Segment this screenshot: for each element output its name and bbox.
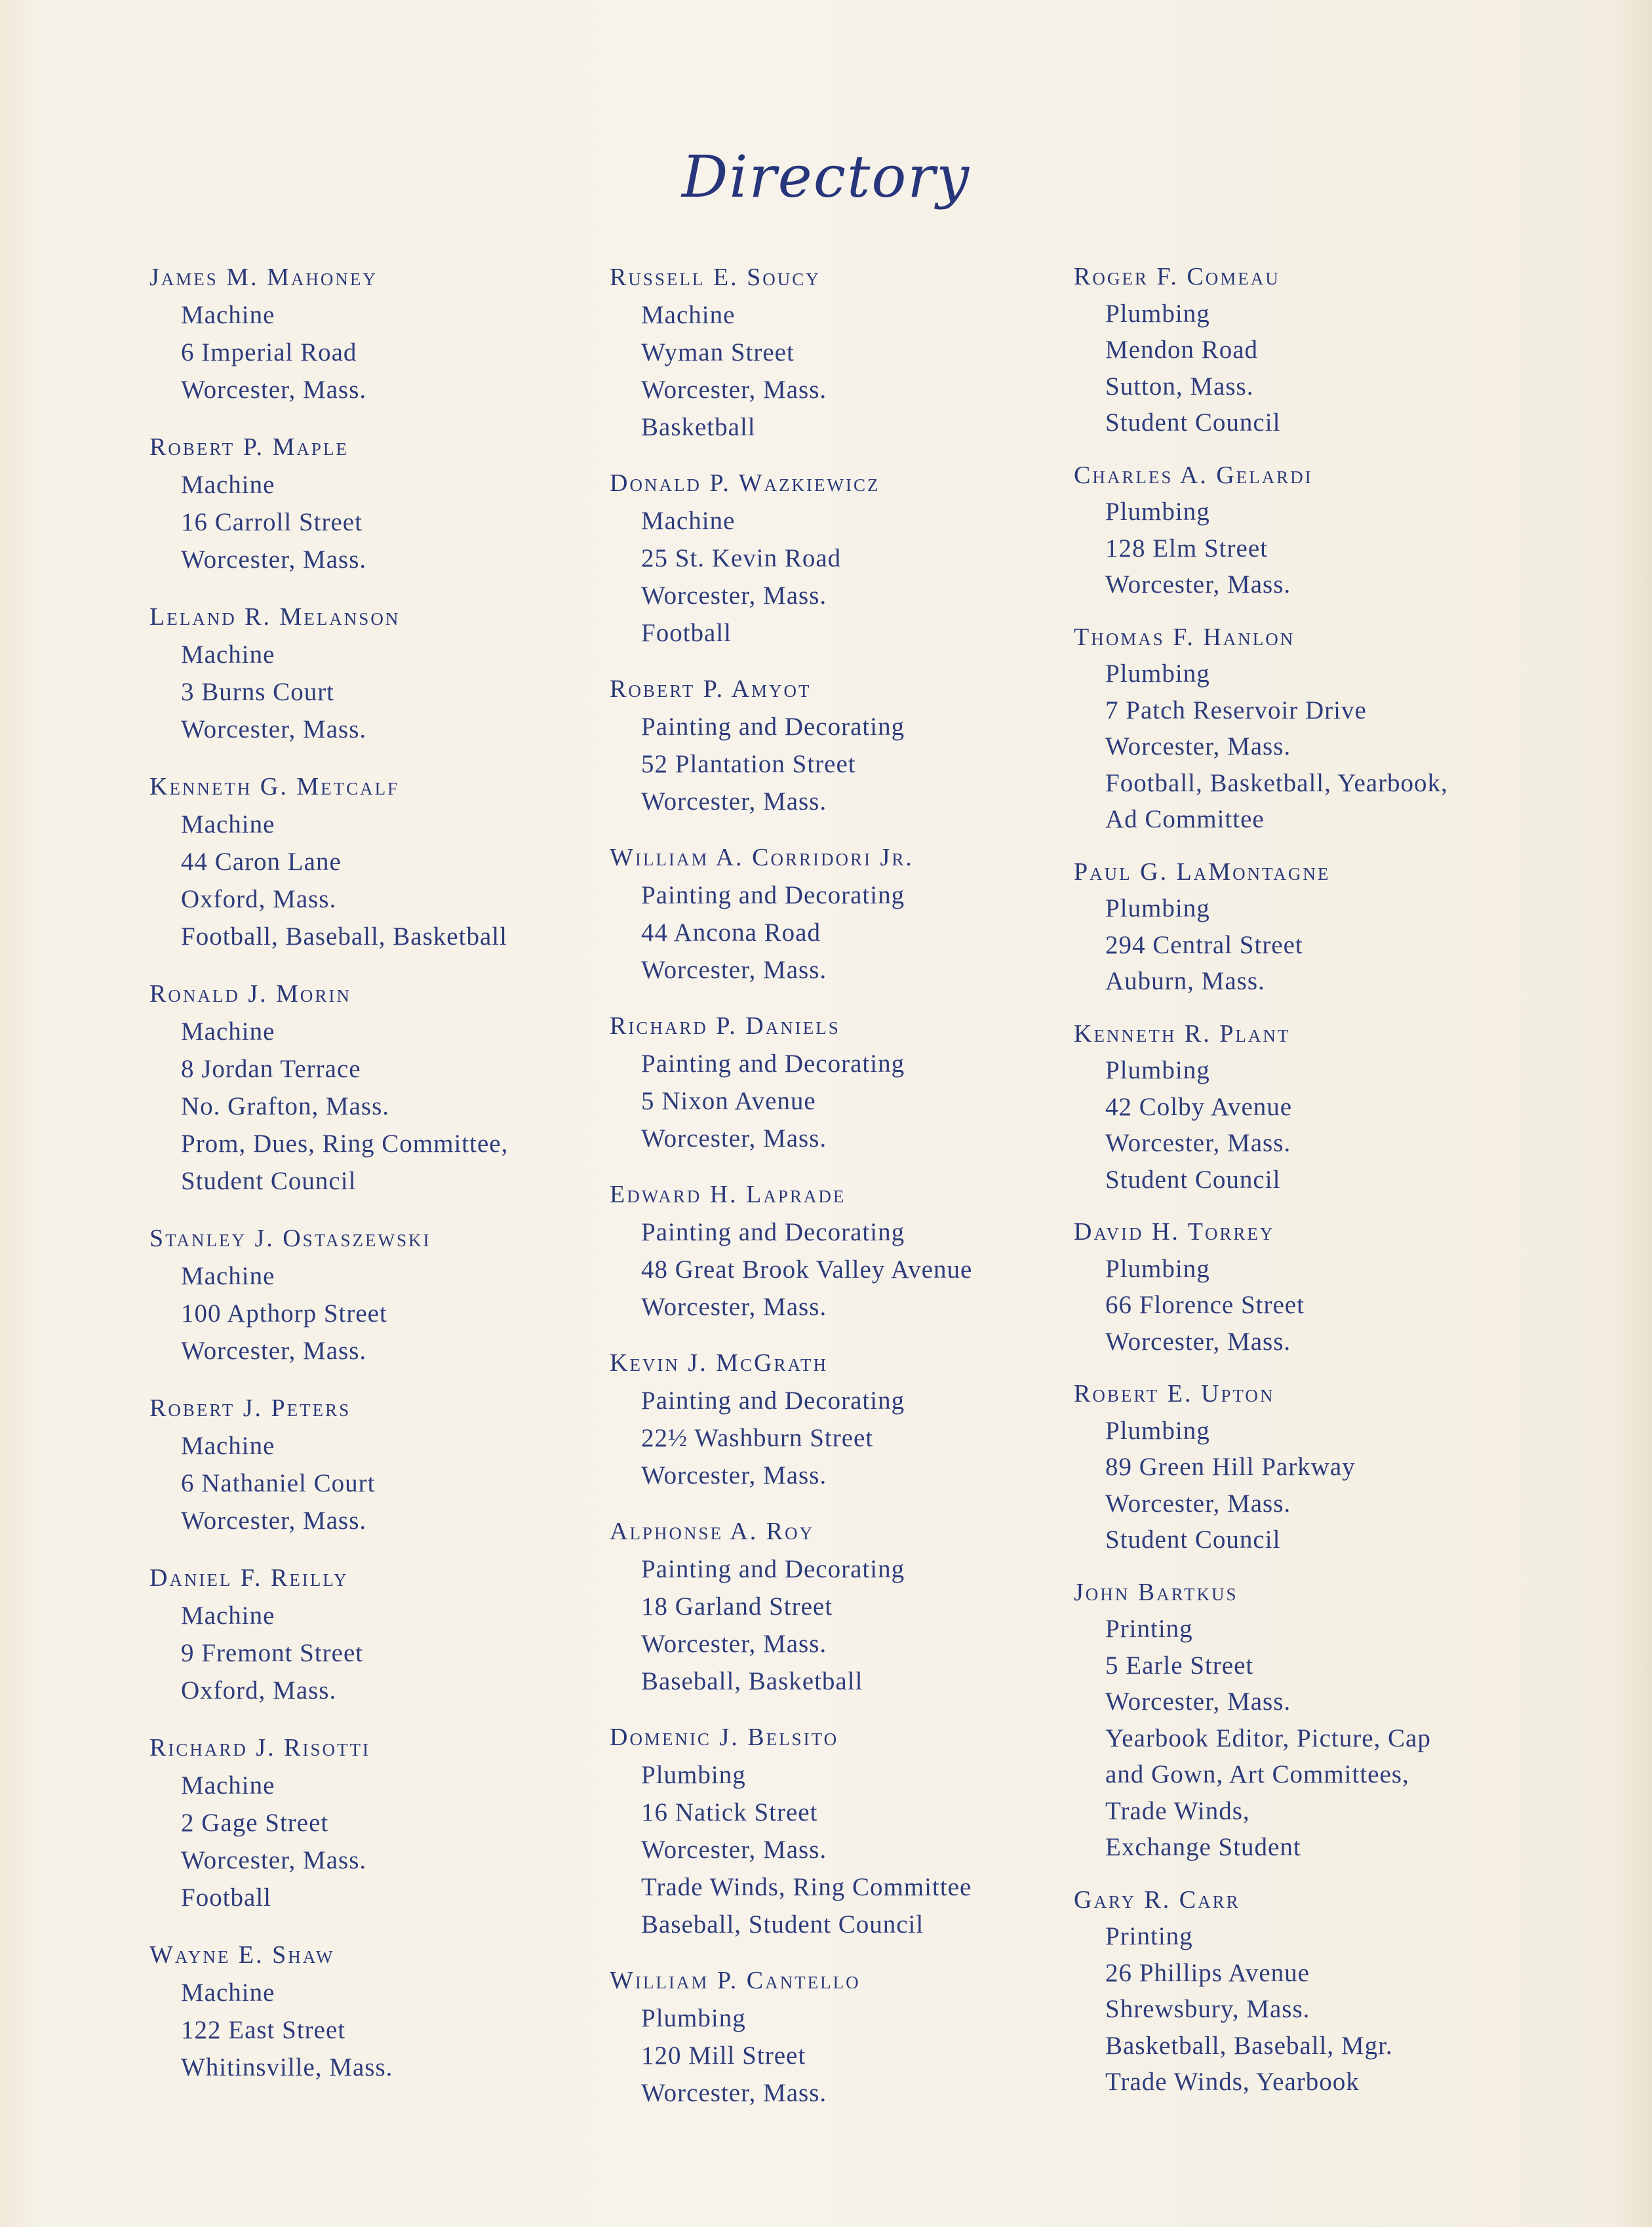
directory-entry [1074, 1575, 1546, 1866]
entry-detail-line: Machine [181, 1432, 275, 1460]
student-name: Kenneth G. Metcalf [149, 773, 400, 800]
entry-detail-line: Oxford, Mass. [181, 1676, 337, 1705]
student-name: Alphonse A. Roy [610, 1518, 815, 1545]
directory-entry [610, 1719, 1082, 1943]
directory-entry [610, 671, 1082, 820]
entry-detail-line: Prom, Dues, Ring Committee, [181, 1130, 509, 1158]
entry-detail-line: Machine [181, 1771, 275, 1800]
directory-entry [1074, 1882, 1546, 2100]
entry-detail-line: Worcester, Mass. [641, 787, 827, 816]
entry-detail-line: Machine [181, 641, 275, 669]
directory-entry [149, 599, 621, 748]
entry-detail-line: 9 Fremont Street [181, 1639, 364, 1667]
entry-detail-line: Sutton, Mass. [1105, 372, 1254, 401]
entry-detail-line: 89 Green Hill Parkway [1105, 1453, 1356, 1481]
entry-detail-line: Football, Baseball, Basketball [181, 922, 507, 951]
directory-column-2 [610, 259, 1082, 2131]
directory-column-1 [149, 259, 621, 2106]
entry-detail-line: Wyman Street [641, 338, 795, 366]
entry-detail-line: 5 Earle Street [1105, 1651, 1254, 1680]
entry-detail-line: 16 Carroll Street [181, 508, 363, 536]
student-name: Thomas F. Hanlon [1074, 623, 1295, 651]
entry-detail-line: 22½ Washburn Street [641, 1424, 874, 1452]
entry-detail-line: Student Council [1105, 408, 1281, 437]
entry-detail-line: Worcester, Mass. [181, 1846, 367, 1874]
entry-detail-line: 66 Florence Street [1105, 1291, 1305, 1319]
directory-entry [610, 1176, 1082, 1326]
directory-entry [610, 259, 1082, 446]
directory-entry [610, 1008, 1082, 1157]
entry-detail-line: Worcester, Mass. [181, 376, 367, 404]
student-name: Kenneth R. Plant [1074, 1019, 1291, 1048]
entry-detail-line: Football [181, 1883, 272, 1912]
entry-detail-line: Printing [1105, 1615, 1193, 1643]
entry-detail-line: Mendon Road [1105, 336, 1259, 364]
student-name: Leland R. Melanson [149, 603, 401, 631]
directory-entry [149, 1390, 621, 1539]
entry-detail-line: Worcester, Mass. [1105, 1129, 1291, 1157]
entry-detail-line: Machine [181, 810, 275, 838]
entry-detail-line: Painting and Decorating [641, 713, 905, 741]
directory-entry [149, 768, 621, 955]
directory-entry [1074, 854, 1546, 1000]
entry-detail-line: Plumbing [1105, 1416, 1210, 1445]
entry-detail-line: 16 Natick Street [641, 1798, 818, 1826]
directory-column-3 [1074, 259, 1546, 2117]
student-name: William A. Corridori Jr. [610, 844, 914, 871]
student-name: Robert J. Peters [149, 1394, 351, 1422]
entry-detail-line: 2 Gage Street [181, 1809, 329, 1837]
student-name: Paul G. LaMontagne [1074, 857, 1331, 886]
entry-detail-line: Painting and Decorating [641, 1050, 905, 1078]
student-name: Wayne E. Shaw [149, 1941, 335, 1969]
entry-detail-line: Machine [181, 1262, 275, 1290]
directory-entry [149, 976, 621, 1200]
student-name: Richard P. Daniels [610, 1012, 840, 1040]
entry-detail-line: Shrewsbury, Mass. [1105, 1995, 1310, 2023]
entry-detail-line: Worcester, Mass. [641, 956, 827, 984]
student-name: Robert E. Upton [1074, 1380, 1275, 1408]
entry-detail-line: Oxford, Mass. [181, 885, 337, 913]
entry-detail-line: Plumbing [1105, 660, 1210, 688]
directory-entry [1074, 458, 1546, 603]
directory-entry [1074, 1016, 1546, 1198]
entry-detail-line: Machine [181, 1017, 275, 1046]
entry-detail-line: Exchange Student [1105, 1833, 1301, 1861]
entry-detail-line: Plumbing [641, 2004, 746, 2032]
entry-detail-line: Machine [181, 1979, 275, 2007]
entry-detail-line: Worcester, Mass. [1105, 1489, 1291, 1518]
directory-entry [149, 1220, 621, 1370]
student-name: Edward H. Laprade [610, 1181, 846, 1208]
directory-entry [610, 1962, 1082, 2112]
student-name: Kevin J. McGrath [610, 1349, 828, 1377]
student-name: Stanley J. Ostaszewski [149, 1225, 431, 1252]
entry-detail-line: Worcester, Mass. [181, 715, 367, 743]
student-name: James M. Mahoney [149, 264, 378, 291]
entry-detail-line: Worcester, Mass. [1105, 570, 1291, 599]
directory-entry [149, 1729, 621, 1916]
entry-detail-line: Worcester, Mass. [1105, 732, 1291, 760]
student-name: Roger F. Comeau [1074, 263, 1280, 290]
entry-detail-line: 7 Patch Reservoir Drive [1105, 696, 1367, 724]
page-title: Directory [681, 143, 971, 210]
entry-detail-line: Machine [641, 301, 736, 329]
directory-entry [610, 1345, 1082, 1494]
entry-detail-line: 18 Garland Street [641, 1592, 833, 1621]
entry-detail-line: Trade Winds, Ring Committee [641, 1873, 972, 1901]
entry-detail-line: 100 Apthorp Street [181, 1299, 387, 1328]
entry-detail-line: Trade Winds, Yearbook [1105, 2068, 1360, 2096]
entry-detail-line: Painting and Decorating [641, 1218, 905, 1246]
entry-detail-line: Baseball, Basketball [641, 1667, 863, 1695]
entry-detail-line: Student Council [1105, 1526, 1281, 1554]
entry-detail-line: Football, Basketball, Yearbook, [1105, 768, 1448, 797]
entry-detail-line: Worcester, Mass. [181, 545, 367, 574]
entry-detail-line: 44 Caron Lane [181, 848, 342, 876]
entry-detail-line: Football [641, 619, 732, 647]
directory-entry [1074, 1376, 1546, 1558]
entry-detail-line: Worcester, Mass. [181, 1507, 367, 1535]
entry-detail-line: 42 Colby Avenue [1105, 1092, 1293, 1121]
entry-detail-line: Painting and Decorating [641, 1387, 905, 1415]
entry-detail-line: Plumbing [1105, 299, 1210, 328]
entry-detail-line: 48 Great Brook Valley Avenue [641, 1255, 973, 1284]
student-name: Donald P. Wazkiewicz [610, 469, 880, 497]
directory-entry [1074, 259, 1546, 441]
entry-detail-line: 26 Phillips Avenue [1105, 1958, 1310, 1987]
entry-detail-line: Whitinsville, Mass. [181, 2053, 393, 2081]
entry-detail-line: Worcester, Mass. [641, 2079, 827, 2107]
entry-detail-line: 294 Central Street [1105, 930, 1303, 959]
entry-detail-line: 44 Ancona Road [641, 918, 821, 947]
entry-detail-line: Yearbook Editor, Picture, Cap [1105, 1724, 1431, 1752]
student-name: Robert P. Amyot [610, 675, 812, 703]
directory-entry [610, 839, 1082, 989]
student-name: Gary R. Carr [1074, 1885, 1240, 1914]
entry-detail-line: Worcester, Mass. [1105, 1687, 1291, 1716]
directory-entry [610, 1513, 1082, 1700]
student-name: Russell E. Soucy [610, 264, 821, 291]
entry-detail-line: Worcester, Mass. [641, 1124, 827, 1153]
entry-detail-line: Machine [181, 301, 275, 329]
entry-detail-line: Student Council [1105, 1165, 1281, 1194]
student-name: Richard J. Risotti [149, 1734, 370, 1762]
directory-entry [149, 1560, 621, 1709]
directory-entry [610, 465, 1082, 652]
entry-detail-line: No. Grafton, Mass. [181, 1092, 390, 1120]
student-name: Charles A. Gelardi [1074, 461, 1313, 489]
directory-entry [1074, 1214, 1546, 1360]
entry-detail-line: Machine [181, 1602, 275, 1630]
entry-detail-line: Worcester, Mass. [641, 1293, 827, 1321]
entry-detail-line: 6 Nathaniel Court [181, 1469, 376, 1497]
entry-detail-line: Trade Winds, [1105, 1796, 1250, 1825]
entry-detail-line: Machine [641, 507, 736, 535]
entry-detail-line: Plumbing [1105, 498, 1210, 526]
directory-entry [1074, 620, 1546, 838]
entry-detail-line: Ad Committee [1105, 805, 1265, 833]
entry-detail-line: 120 Mill Street [641, 2041, 806, 2070]
entry-detail-line: Worcester, Mass. [641, 1461, 827, 1489]
entry-detail-line: 25 St. Kevin Road [641, 544, 842, 572]
entry-detail-line: Basketball, Baseball, Mgr. [1105, 2031, 1393, 2060]
entry-detail-line: Plumbing [1105, 1254, 1210, 1283]
entry-detail-line: Auburn, Mass. [1105, 967, 1265, 995]
student-name: John Bartkus [1074, 1578, 1238, 1606]
entry-detail-line: and Gown, Art Committees, [1105, 1760, 1409, 1788]
student-name: Ronald J. Morin [149, 980, 351, 1008]
directory-entry [149, 429, 621, 578]
entry-detail-line: Printing [1105, 1922, 1193, 1950]
entry-detail-line: Worcester, Mass. [641, 1630, 827, 1658]
entry-detail-line: Plumbing [1105, 1056, 1210, 1084]
entry-detail-line: Machine [181, 471, 275, 499]
student-name: David H. Torrey [1074, 1218, 1275, 1246]
student-name: Daniel F. Reilly [149, 1564, 349, 1592]
entry-detail-line: Worcester, Mass. [641, 581, 827, 610]
student-name: Robert P. Maple [149, 433, 349, 461]
entry-detail-line: 5 Nixon Avenue [641, 1087, 816, 1115]
entry-detail-line: Worcester, Mass. [181, 1337, 367, 1365]
entry-detail-line: 122 East Street [181, 2016, 346, 2044]
entry-detail-line: Worcester, Mass. [641, 376, 827, 404]
entry-detail-line: 6 Imperial Road [181, 338, 357, 366]
entry-detail-line: Worcester, Mass. [641, 1836, 827, 1864]
entry-detail-line: 128 Elm Street [1105, 534, 1268, 562]
entry-detail-line: Student Council [181, 1167, 357, 1195]
entry-detail-line: Basketball [641, 413, 756, 441]
directory-entry [149, 259, 621, 408]
student-name: Domenic J. Belsito [610, 1724, 839, 1751]
entry-detail-line: Painting and Decorating [641, 881, 905, 909]
entry-detail-line: Worcester, Mass. [1105, 1327, 1291, 1356]
directory-entry [149, 1937, 621, 2086]
entry-detail-line: Plumbing [641, 1761, 746, 1789]
entry-detail-line: 8 Jordan Terrace [181, 1055, 361, 1083]
entry-detail-line: Painting and Decorating [641, 1555, 905, 1583]
entry-detail-line: 3 Burns Court [181, 678, 335, 706]
student-name: William P. Cantello [610, 1967, 861, 1994]
entry-detail-line: Plumbing [1105, 894, 1210, 922]
entry-detail-line: Baseball, Student Council [641, 1910, 924, 1939]
entry-detail-line: 52 Plantation Street [641, 750, 856, 778]
